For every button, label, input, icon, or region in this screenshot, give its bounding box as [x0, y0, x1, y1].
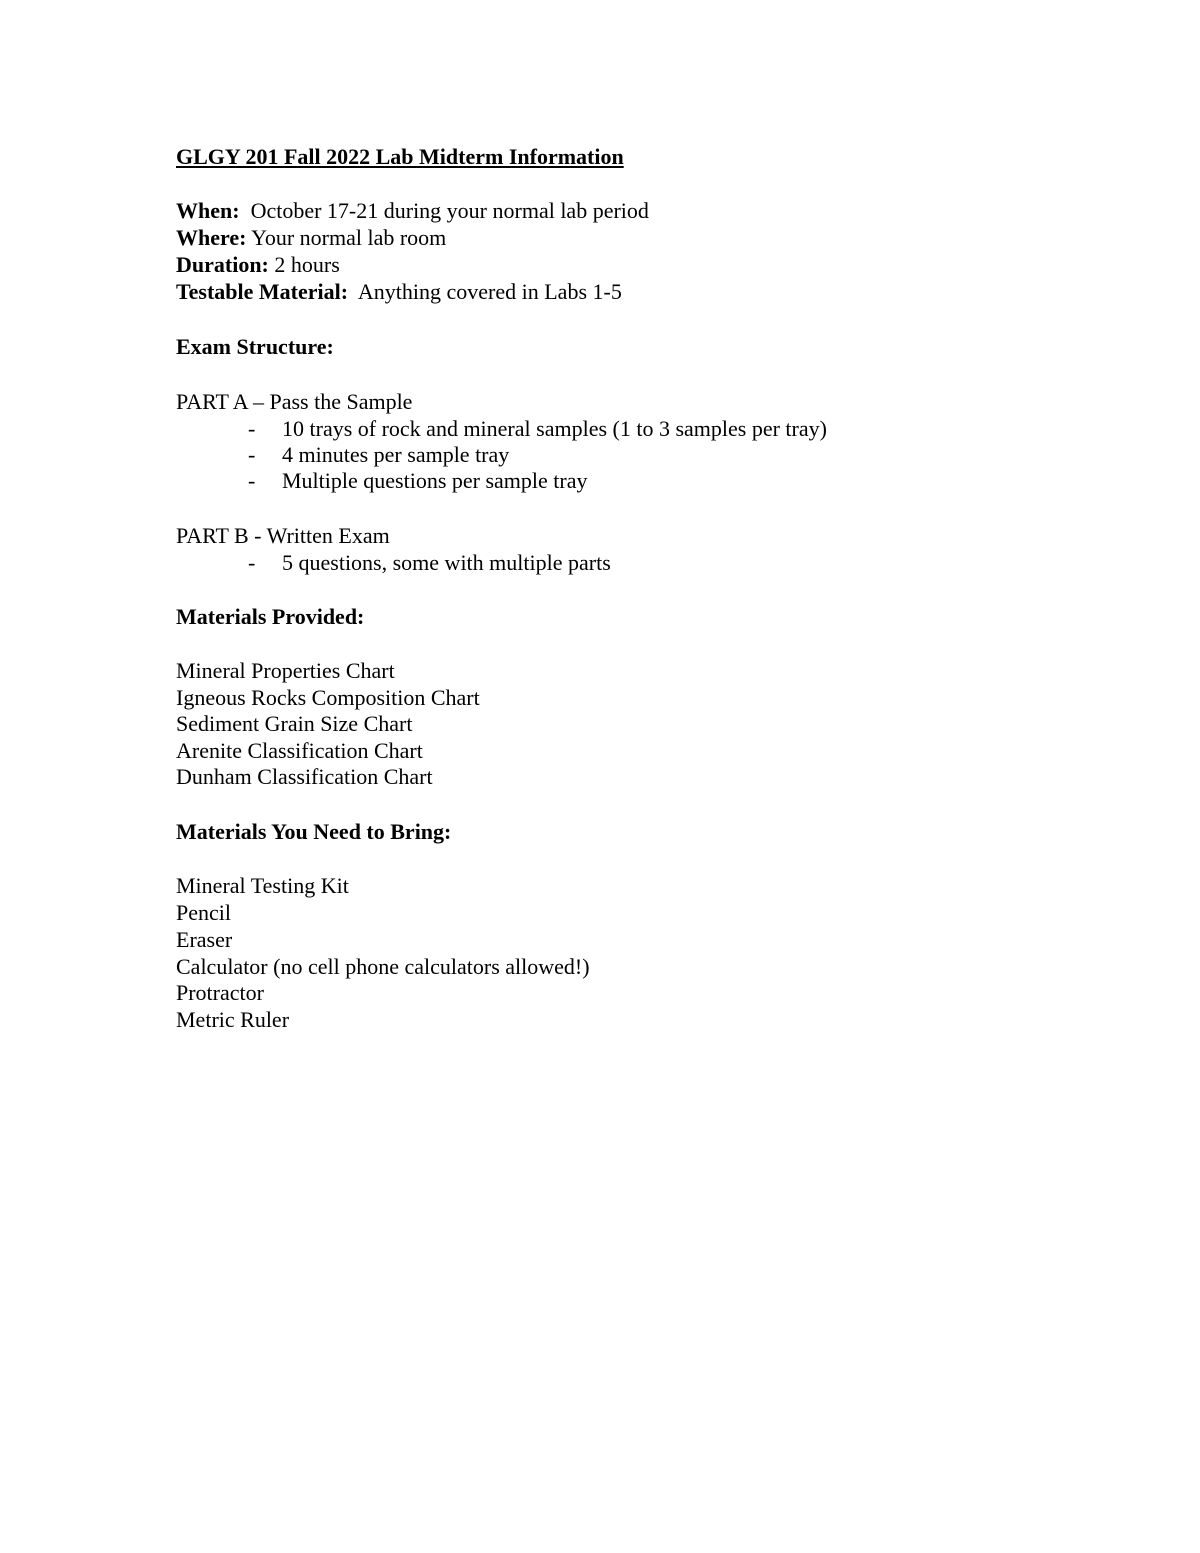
- materials-bring-item: Pencil: [176, 900, 231, 925]
- materials-provided-item: Arenite Classification Chart: [176, 738, 423, 763]
- testable-material-value: Anything covered in Labs 1-5: [357, 279, 622, 304]
- part-a-bullet: [248, 444, 509, 466]
- bullet-text: 5 questions, some with multiple parts: [282, 550, 611, 575]
- part-a-bullet: [248, 470, 588, 492]
- bullet-dash: -: [248, 442, 256, 467]
- materials-provided-item: Igneous Rocks Composition Chart: [176, 685, 480, 710]
- duration-value: 2 hours: [274, 252, 340, 277]
- materials-bring-heading: Materials You Need to Bring:: [176, 819, 452, 844]
- part-a-title: PART A – Pass the Sample: [176, 389, 413, 414]
- materials-bring-item: Calculator (no cell phone calculators allowed!): [176, 954, 590, 979]
- when-line: [176, 200, 649, 222]
- materials-bring-item: Metric Ruler: [176, 1007, 290, 1032]
- when-label: When:: [176, 198, 240, 223]
- exam-structure-heading: Exam Structure:: [176, 334, 334, 359]
- part-a-bullet: [248, 418, 827, 440]
- materials-provided-heading: Materials Provided:: [176, 604, 365, 629]
- testable-material-line: [176, 281, 622, 303]
- bullet-dash: -: [248, 468, 256, 493]
- part-b-title: PART B - Written Exam: [176, 523, 390, 548]
- when-value: October 17-21 during your normal lab period: [250, 198, 649, 223]
- where-line: [176, 227, 446, 249]
- bullet-text: 4 minutes per sample tray: [282, 442, 510, 467]
- materials-bring-item: Mineral Testing Kit: [176, 873, 349, 898]
- materials-provided-item: Sediment Grain Size Chart: [176, 711, 413, 736]
- where-value: Your normal lab room: [251, 225, 447, 250]
- bullet-text: 10 trays of rock and mineral samples (1 to 3 samples per tray): [282, 416, 827, 441]
- materials-provided-item: Dunham Classification Chart: [176, 764, 433, 789]
- where-label: Where:: [176, 225, 247, 250]
- bullet-dash: -: [248, 416, 256, 441]
- bullet-dash: -: [248, 550, 256, 575]
- testable-material-label: Testable Material:: [176, 279, 349, 304]
- duration-line: [176, 254, 340, 276]
- document-title: GLGY 201 Fall 2022 Lab Midterm Information: [176, 144, 624, 169]
- part-b-bullet: [248, 552, 611, 574]
- materials-bring-item: Eraser: [176, 927, 233, 952]
- duration-label: Duration:: [176, 252, 269, 277]
- bullet-text: Multiple questions per sample tray: [282, 468, 588, 493]
- materials-provided-item: Mineral Properties Chart: [176, 658, 395, 683]
- materials-bring-item: Protractor: [176, 980, 264, 1005]
